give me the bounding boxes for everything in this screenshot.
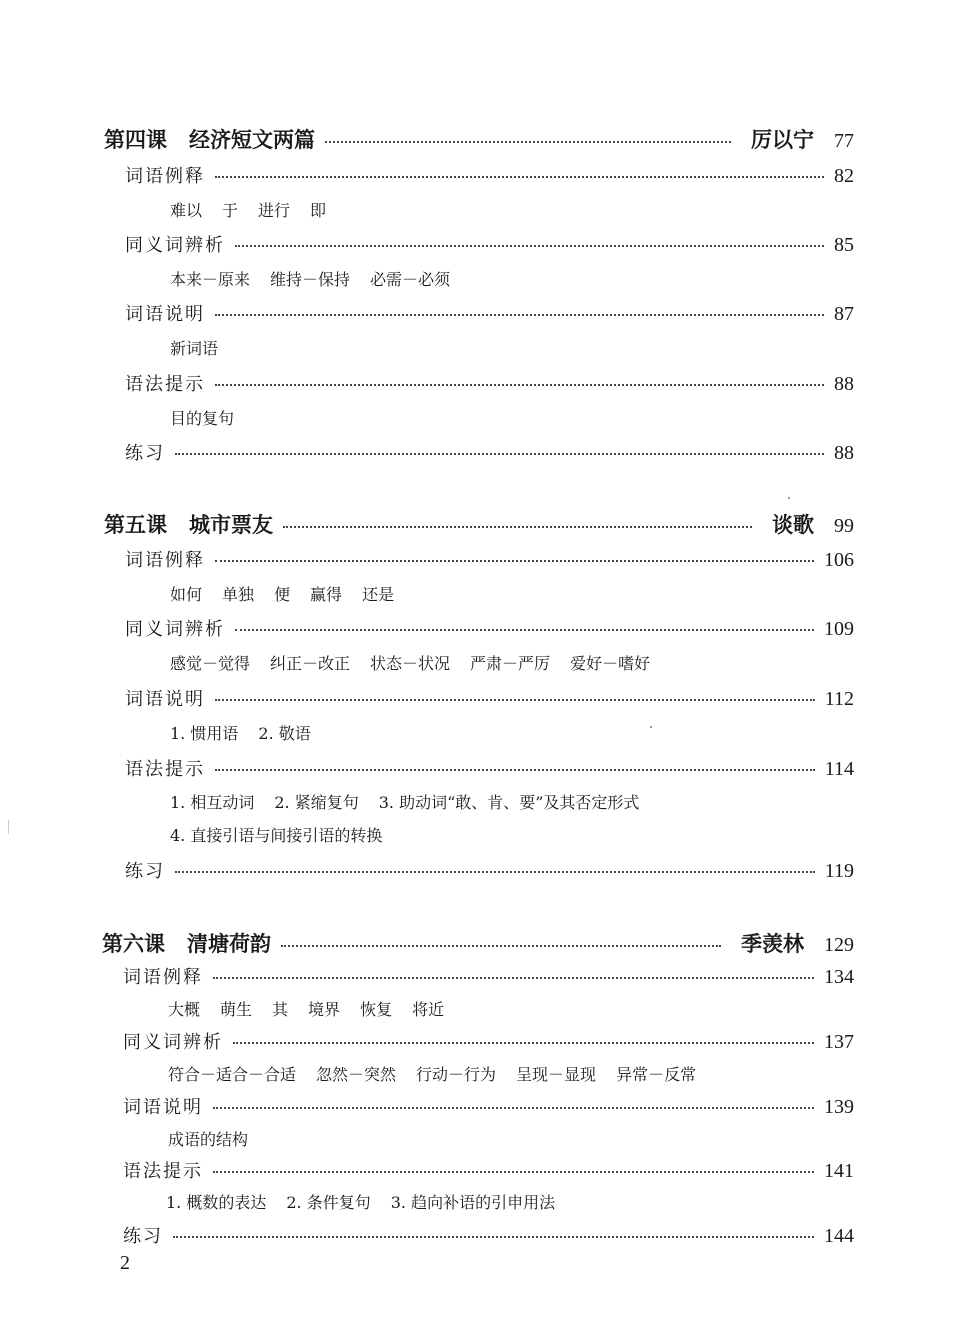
page-number: 109	[824, 618, 854, 640]
toc-section[interactable]	[123, 1028, 854, 1054]
toc-section[interactable]	[123, 1093, 854, 1119]
section-title: 练习	[123, 1226, 163, 1247]
lesson-label: 第四课	[104, 128, 167, 152]
item: 3. 趋向补语的引申用法	[390, 1193, 556, 1212]
item: 异常－反常	[616, 1065, 697, 1084]
item: 纠正－改正	[270, 654, 351, 673]
item: 大概	[168, 1000, 201, 1019]
toc-section[interactable]	[125, 615, 854, 641]
section-items	[170, 823, 402, 846]
toc-section[interactable]	[125, 300, 854, 326]
section-title: 同义词辨析	[125, 619, 225, 640]
item: 忽然－突然	[316, 1065, 397, 1084]
item: 4. 直接引语与间接引语的转换	[170, 826, 383, 845]
section-title: 词语说明	[123, 1097, 203, 1118]
dot-leader	[213, 977, 814, 979]
section-title: 练习	[125, 861, 165, 882]
item: 严肃－严厉	[470, 654, 551, 673]
toc-lesson-5[interactable]	[104, 509, 854, 539]
lesson-title: 经济短文两篇	[189, 128, 315, 152]
item: 3. 助动词“敢、肯、要”及其否定形式	[378, 793, 640, 812]
item: 于	[222, 201, 239, 220]
section-items	[170, 267, 470, 290]
item: 2. 条件复句	[286, 1193, 371, 1212]
item: 2. 紧缩复句	[274, 793, 359, 812]
toc-section[interactable]	[125, 439, 854, 465]
dot-leader	[215, 699, 815, 701]
item: 将近	[412, 1000, 445, 1019]
toc-section[interactable]	[125, 162, 854, 188]
page-number: 141	[824, 1160, 854, 1182]
item: 如何	[170, 585, 203, 604]
dot-leader	[173, 1236, 814, 1238]
item: 本来－原来	[170, 270, 251, 289]
item: 赢得	[310, 585, 343, 604]
page-number: 112	[824, 688, 854, 710]
item: 境界	[308, 1000, 341, 1019]
item: 符合－适合－合适	[168, 1065, 297, 1084]
section-items	[168, 997, 464, 1020]
item: 爱好－嗜好	[570, 654, 651, 673]
lesson-title: 城市票友	[189, 513, 273, 537]
section-title: 词语例释	[125, 550, 205, 571]
toc-section[interactable]	[125, 685, 854, 711]
lesson-author: 谈歌	[772, 513, 814, 537]
section-title: 词语例释	[123, 967, 203, 988]
lesson-label: 第五课	[104, 513, 167, 537]
item: 必需－必须	[370, 270, 451, 289]
dot-leader	[213, 1107, 814, 1109]
item: 目的复句	[170, 409, 235, 428]
lesson-label: 第六课	[102, 932, 165, 956]
section-title: 词语例释	[125, 166, 205, 187]
dot-leader	[175, 453, 824, 455]
scan-speck	[650, 726, 652, 728]
section-title: 同义词辨析	[123, 1032, 223, 1053]
item: 恢复	[360, 1000, 393, 1019]
toc-lesson-4[interactable]	[104, 124, 854, 154]
dot-leader	[235, 245, 824, 247]
dot-leader	[215, 384, 824, 386]
section-title: 语法提示	[123, 1161, 203, 1182]
dot-leader	[215, 560, 814, 562]
dot-leader	[215, 314, 824, 316]
section-title: 语法提示	[125, 374, 205, 395]
item: 成语的结构	[168, 1130, 249, 1149]
page-number: 77	[834, 130, 854, 152]
page-number: 106	[824, 549, 854, 571]
item: 感觉－觉得	[170, 654, 251, 673]
item: 状态－状况	[370, 654, 451, 673]
page-number: 134	[824, 966, 854, 988]
toc-section[interactable]	[125, 370, 854, 396]
dot-leader	[175, 871, 815, 873]
dot-leader	[281, 945, 721, 947]
dot-leader	[235, 629, 814, 631]
item: 维持－保持	[270, 270, 351, 289]
toc-section[interactable]	[125, 755, 854, 781]
item: 还是	[362, 585, 395, 604]
item: 即	[310, 201, 327, 220]
page-number: 137	[824, 1031, 854, 1053]
lesson-author: 厉以宁	[751, 128, 814, 152]
section-title: 同义词辨析	[125, 235, 225, 256]
toc-section[interactable]	[125, 857, 854, 883]
page-number: 119	[824, 860, 854, 882]
section-items	[170, 198, 346, 221]
item: 进行	[258, 201, 291, 220]
toc-lesson-6[interactable]	[102, 928, 854, 958]
section-title: 语法提示	[125, 759, 205, 780]
item: 萌生	[220, 1000, 253, 1019]
item: 呈现－显现	[516, 1065, 597, 1084]
section-items	[170, 336, 238, 359]
page-number: 87	[834, 303, 854, 325]
section-items	[170, 651, 670, 674]
page-number: 114	[824, 758, 854, 780]
toc-section[interactable]	[125, 546, 854, 572]
item: 1. 概数的表达	[166, 1193, 267, 1212]
item: 单独	[222, 585, 255, 604]
section-items	[170, 406, 254, 429]
section-items	[168, 1127, 268, 1150]
toc-section[interactable]	[123, 963, 854, 989]
toc-section[interactable]	[123, 1157, 854, 1183]
page-number: 139	[824, 1096, 854, 1118]
dot-leader	[215, 176, 824, 178]
item: 其	[272, 1000, 289, 1019]
section-items	[170, 582, 414, 605]
item: 便	[274, 585, 291, 604]
dot-leader	[283, 526, 752, 528]
item: 2. 敬语	[258, 724, 311, 743]
item: 行动－行为	[416, 1065, 497, 1084]
page-number: 85	[834, 234, 854, 256]
scan-speck	[788, 497, 790, 499]
page-number: 82	[834, 165, 854, 187]
page-number: 129	[824, 934, 854, 956]
section-items	[170, 790, 659, 813]
footer-page-number: 2	[120, 1252, 130, 1274]
item: 1. 惯用语	[170, 724, 239, 743]
section-items	[168, 1062, 716, 1085]
page-number: 144	[824, 1225, 854, 1247]
dot-leader	[233, 1042, 814, 1044]
dot-leader	[325, 141, 731, 143]
section-title: 词语说明	[125, 304, 205, 325]
item: 难以	[170, 201, 203, 220]
section-title: 练习	[125, 443, 165, 464]
lesson-author: 季羡林	[741, 932, 804, 956]
item: 1. 相互动词	[170, 793, 255, 812]
section-items	[166, 1190, 575, 1213]
section-items	[170, 721, 331, 744]
toc-section[interactable]	[125, 231, 854, 257]
page-number: 88	[834, 442, 854, 464]
page-number: 88	[834, 373, 854, 395]
item: 新词语	[170, 339, 219, 358]
lesson-title: 清塘荷韵	[187, 932, 271, 956]
dot-leader	[215, 769, 815, 771]
scan-speck	[8, 820, 9, 834]
toc-section[interactable]	[123, 1222, 854, 1248]
section-title: 词语说明	[125, 689, 205, 710]
dot-leader	[213, 1171, 814, 1173]
page-number: 99	[834, 515, 854, 537]
